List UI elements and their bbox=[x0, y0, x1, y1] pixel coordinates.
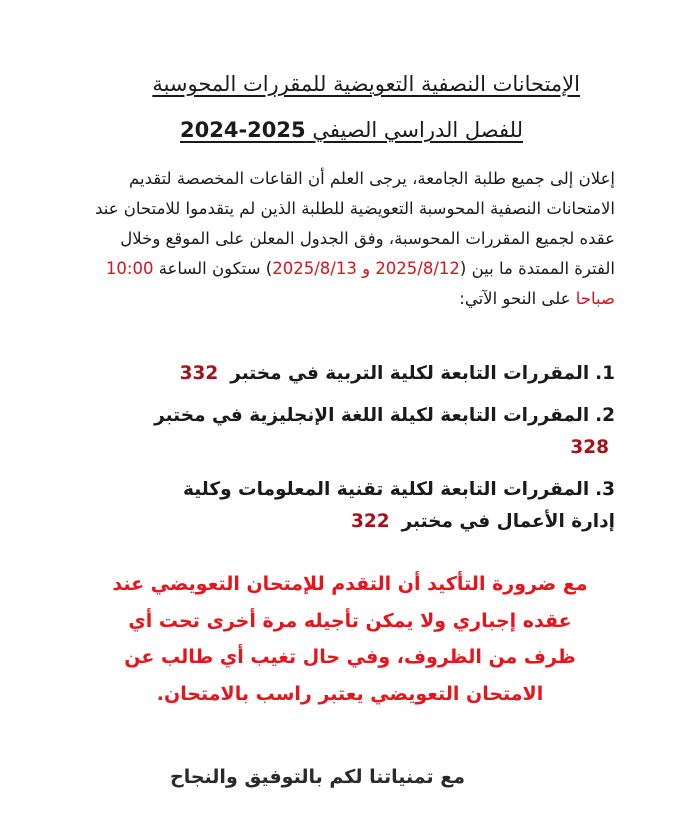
page-title: الإمتحانات النصفية التعويضية للمقررات المحوسبة bbox=[152, 72, 580, 96]
warning-line: الامتحان التعويضي يعتبر راسب بالامتحان. bbox=[156, 682, 544, 705]
exam-time: 10:00 صباحا bbox=[105, 259, 615, 308]
closing-note: مع تمنياتنا لكم بالتوفيق والنجاح bbox=[170, 766, 465, 788]
academic-year: 2024-2025 bbox=[180, 118, 306, 142]
list-item-index: 3. bbox=[595, 479, 615, 500]
list-item-index: 2. bbox=[595, 405, 615, 426]
warning-notice bbox=[60, 566, 640, 712]
warning-line: ظرف من الظروف، وفي حال تغيب أي طالب عن bbox=[124, 646, 576, 668]
list-item-text: المقررات التابعة لكلية تقنية المعلومات وكلية إدارة الأعمال في مختبر bbox=[183, 479, 615, 532]
lab-assignments-list bbox=[135, 358, 615, 548]
lab-number: 322 bbox=[351, 511, 390, 532]
warning-line: مع ضرورة التأكيد أن التقدم للإمتحان التعويضي عند bbox=[112, 573, 588, 595]
subtitle-text: للفصل الدراسي الصيفي bbox=[312, 118, 523, 142]
intro-text-1: إعلان إلى جميع طلبة الجامعة، يرجى العلم أن القاعات المخصصة لتقديم الامتحانات النصفية المحوسبة التعويضية للطلبة الذين لم يتقدموا للامتحان عند عقده لجميع المقررات المحوسبة، وفق الجدول المعلن على الموقع وخلال الفترة الممتدة ما بين ( bbox=[95, 169, 615, 278]
warning-line: عقده إجباري ولا يمكن تأجيله مرة أخرى تحت أي bbox=[128, 609, 572, 632]
lab-number: 328 bbox=[570, 437, 609, 458]
list-item-index: 1. bbox=[595, 363, 615, 384]
intro-text-2: ) ستكون الساعة bbox=[153, 259, 273, 278]
list-item bbox=[135, 358, 615, 390]
intro-paragraph bbox=[75, 164, 615, 314]
list-item bbox=[135, 474, 615, 538]
page-subtitle bbox=[180, 118, 523, 142]
list-item bbox=[135, 400, 615, 464]
list-item-text: المقررات التابعة لكلية التربية في مختبر bbox=[230, 363, 590, 384]
date-conjunction: و bbox=[356, 259, 376, 278]
list-item-text: المقررات التابعة لكيلة اللغة الإنجليزية في مختبر bbox=[154, 405, 590, 426]
intro-text-3: على النحو الآتي: bbox=[459, 289, 576, 308]
date-end: 2025/8/13 bbox=[272, 259, 357, 278]
lab-number: 332 bbox=[179, 363, 219, 384]
date-start: 2025/8/12 bbox=[375, 259, 460, 278]
